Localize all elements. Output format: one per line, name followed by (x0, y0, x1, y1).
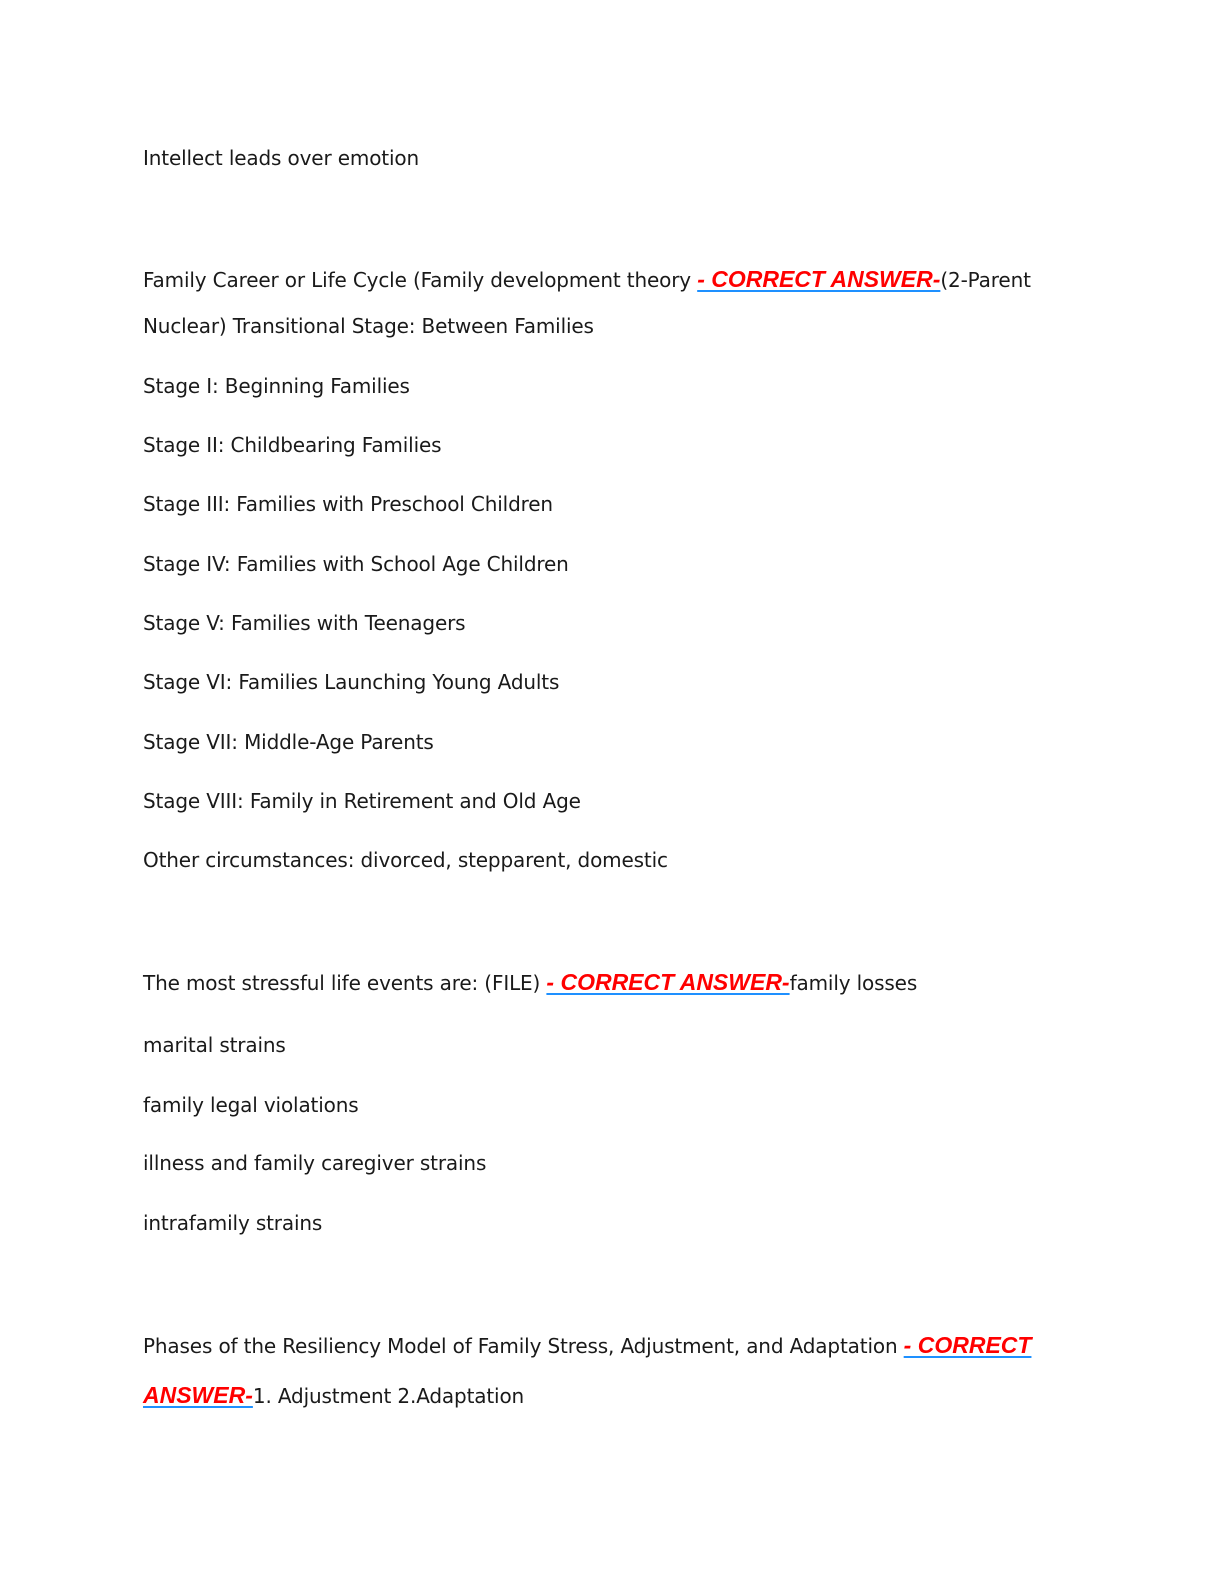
question-resiliency-model (143, 1332, 1031, 1359)
answer-text: family losses (789, 971, 918, 995)
list-item: family legal violations (143, 1093, 359, 1117)
answer-resiliency-model (143, 1382, 524, 1409)
question-text: The most stressful life events are: (FILE) (143, 971, 547, 995)
list-item: Stage VI: Families Launching Young Adults (143, 670, 560, 694)
question-stressful-events (143, 969, 917, 996)
correct-answer-marker: - CORRECT ANSWER- (546, 969, 790, 995)
list-item: Stage I: Beginning Families (143, 374, 410, 398)
list-item: Stage III: Families with Preschool Children (143, 492, 553, 516)
line-intellect: Intellect leads over emotion (143, 146, 420, 170)
list-item: marital strains (143, 1033, 286, 1057)
answer-text: 1. Adjustment 2.Adaptation (252, 1384, 525, 1408)
question-text: Family Career or Life Cycle (Family development theory (143, 268, 698, 292)
list-item: intrafamily strains (143, 1211, 323, 1235)
list-item: Other circumstances: divorced, stepparent, domestic (143, 848, 668, 872)
list-item: Stage VII: Middle-Age Parents (143, 730, 434, 754)
list-item: Stage V: Families with Teenagers (143, 611, 466, 635)
list-item: illness and family caregiver strains (143, 1151, 487, 1175)
list-item: Stage VIII: Family in Retirement and Old Age (143, 789, 581, 813)
list-item: Stage IV: Families with School Age Children (143, 552, 569, 576)
answer-continuation: Nuclear) Transitional Stage: Between Families (143, 314, 594, 338)
question-text: Phases of the Resiliency Model of Family Stress, Adjustment, and Adaptation (143, 1334, 904, 1358)
correct-answer-marker: - CORRECT ANSWER- (697, 266, 941, 292)
list-item: Stage II: Childbearing Families (143, 433, 442, 457)
correct-answer-marker: ANSWER- (143, 1382, 253, 1408)
question-family-career (143, 266, 1031, 293)
answer-text: (2-Parent (940, 268, 1031, 292)
correct-answer-marker: - CORRECT (903, 1332, 1032, 1358)
